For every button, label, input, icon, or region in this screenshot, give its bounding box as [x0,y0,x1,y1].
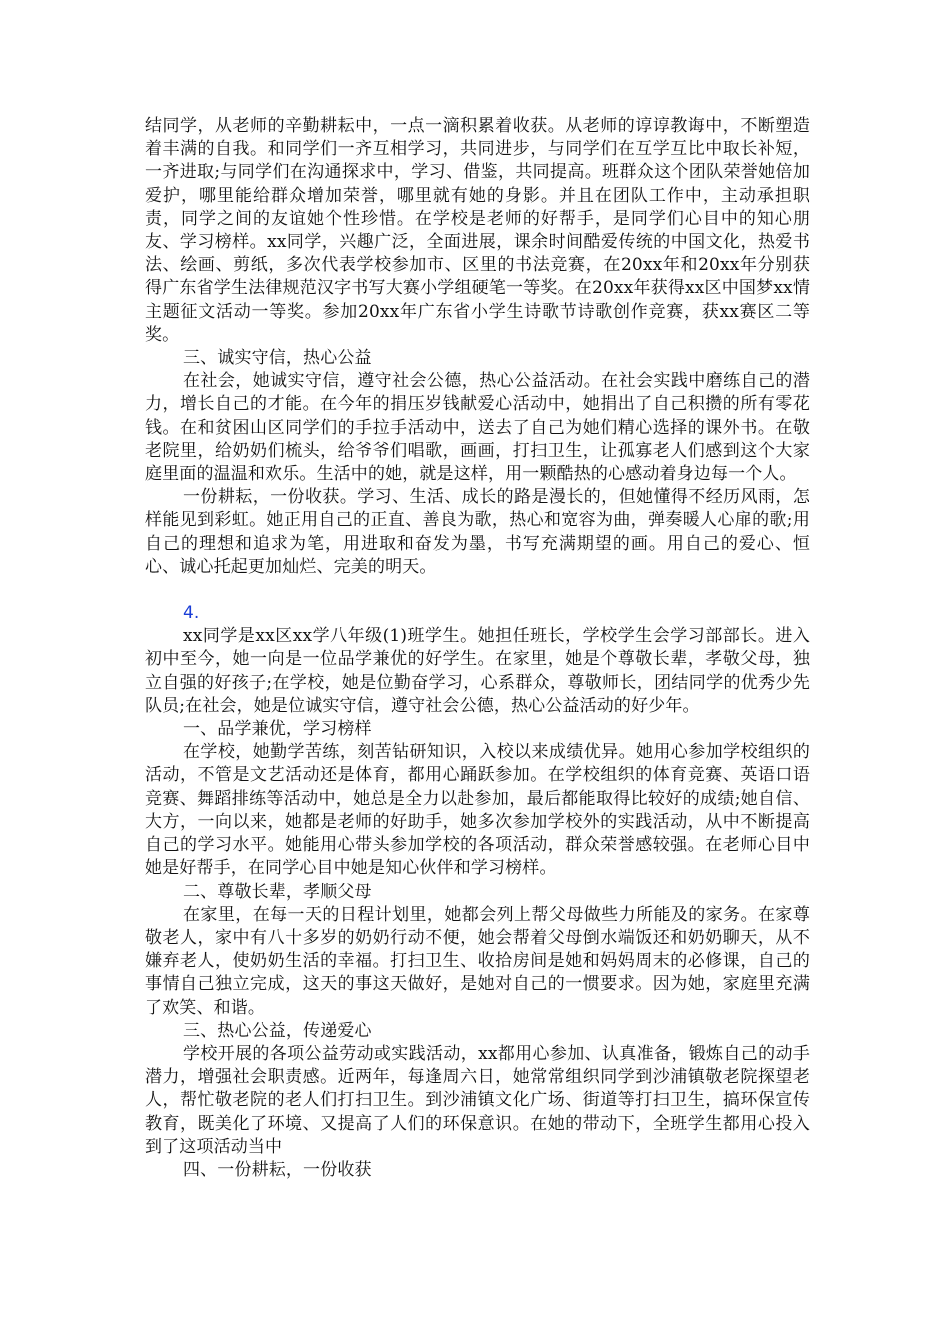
paragraph-family-life: 在家里，在每一天的日程计划里，她都会列上帮父母做些力所能及的家务。在家尊敬老人，家中有八十多岁的奶奶行动不便，她会帮着父母倒水端饭还和奶奶聊天，从不嫌弃老人，使奶奶生活的幸福。打扫卫生、收拾房间是她和妈妈周末的必修课，自己的事情自己独立完成，这天的事这天做好，是她对自己的一惯要求。因为她，家庭里充满了欢笑、和谐。 [145,904,810,1018]
paragraph-conclusion: 一份耕耘，一份收获。学习、生活、成长的路是漫长的，但她懂得不经历风雨，怎样能见到彩虹。她正用自己的正直、善良为歌，热心和宽容为曲，弹奏暖人心扉的歌;用自己的理想和追求为笔，用进取和奋发为墨，书写充满期望的画。用自己的爱心、恒心、诚心托起更加灿烂、完美的明天。 [145,487,810,577]
heading-public-welfare: 三、热心公益，传递爱心 [183,1020,372,1041]
paragraph-social-activities: 在社会，她诚实守信，遵守社会公德，热心公益活动。在社会实践中磨练自己的潜力，增长自己的才能。在今年的捐压岁钱献爱心活动中，她捐出了自己积攒的所有零花钱。在和贫困山区同学们的手拉手活动中，送去了自己为她们精心选择的课外书。在敬老院里，给奶奶们梳头，给爷爷们唱歌，画画，打扫卫生，让孤寡老人们感到这个大家庭里面的温温和欢乐。生活中的她，就是这样，用一颗酷热的心感动着身边每一个人。 [145,371,810,485]
paragraph-school-performance: 在学校，她勤学苦练，刻苦钻研知识，入校以来成绩优异。她用心参加学校组织的活动，不管是文艺活动还是体育，都用心踊跃参加。在学校组织的体育竞赛、英语口语竞赛、舞蹈排练等活动中，她总是全力以赴参加，最后都能取得比较好的成绩;她自信、大方，一向以来，她都是老师的好助手，她多次参加学校外的实践活动，从中不断提高自己的学习水平。她能用心带头参加学校的各项活动，群众荣誉感较强。在老师心目中她是好帮手，在同学心目中她是知心伙伴和学习榜样。 [145,742,810,879]
heading-effort-reward: 四、一份耕耘，一份收获 [183,1159,372,1180]
section-number: 4. [183,603,200,624]
document-page [145,115,810,1182]
heading-excellent-study: 一、品学兼优，学习榜样 [183,719,372,740]
blank-line [145,579,810,602]
paragraph-class-honor: 结同学，从老师的辛勤耕耘中，一点一滴积累着收获。从老师的谆谆教诲中，不断塑造着丰满的自我。和同学们一齐互相学习，共同进步，与同学们在互学互比中取长补短，一齐进取;与同学们在沟通探求中，学习、借鉴，共同提高。班群众这个团队荣誉她倍加爱护，哪里能给群众增加荣誉，哪里就有她的身影。并且在团队工作中，主动承担职责，同学之间的友谊她个性珍惜。在学校是老师的好帮手，是同学们心目中的知心朋友、学习榜样。xx同学，兴趣广泛，全面进展，课余时间酷爱传统的中国文化，热爱书法、绘画、剪纸，多次代表学校参加市、区里的书法竞赛，在20xx年和20xx年分别获得广东省学生法律规范汉字书写大赛小学组硬笔一等奖。在20xx年获得xx区中国梦xx情主题征文活动一等奖。参加20xx年广东省小学生诗歌节诗歌创作竞赛，获xx赛区二等奖。 [145,116,810,345]
heading-respect-elders: 二、尊敬长辈，孝顺父母 [183,881,372,902]
paragraph-volunteer-activities: 学校开展的各项公益劳动或实践活动，xx都用心参加、认真准备，锻炼自己的动手潜力，增强社会职责感。近两年，每逢周六日，她常常组织同学到沙浦镇敬老院探望老人，帮忙敬老院的老人们打扫卫生。到沙浦镇文化广场、街道等打扫卫生，搞环保宣传教育，既美化了环境、又提高了人们的环保意识。在她的带动下，全班学生都用心投入到了这项活动当中 [145,1043,810,1157]
paragraph-student-intro: xx同学是xx区xx学八年级(1)班学生。她担任班长，学校学生会学习部部长。进入初中至今，她一向是一位品学兼优的好学生。在家里，她是个尊敬长辈，孝敬父母，独立自强的好孩子;在学校，她是位勤奋学习，心系群众，尊敬师长，团结同学的优秀少先队员;在社会，她是位诚实守信，遵守社会公德，热心公益活动的好少年。 [145,626,810,716]
heading-honesty-public-welfare: 三、诚实守信，热心公益 [183,348,372,369]
